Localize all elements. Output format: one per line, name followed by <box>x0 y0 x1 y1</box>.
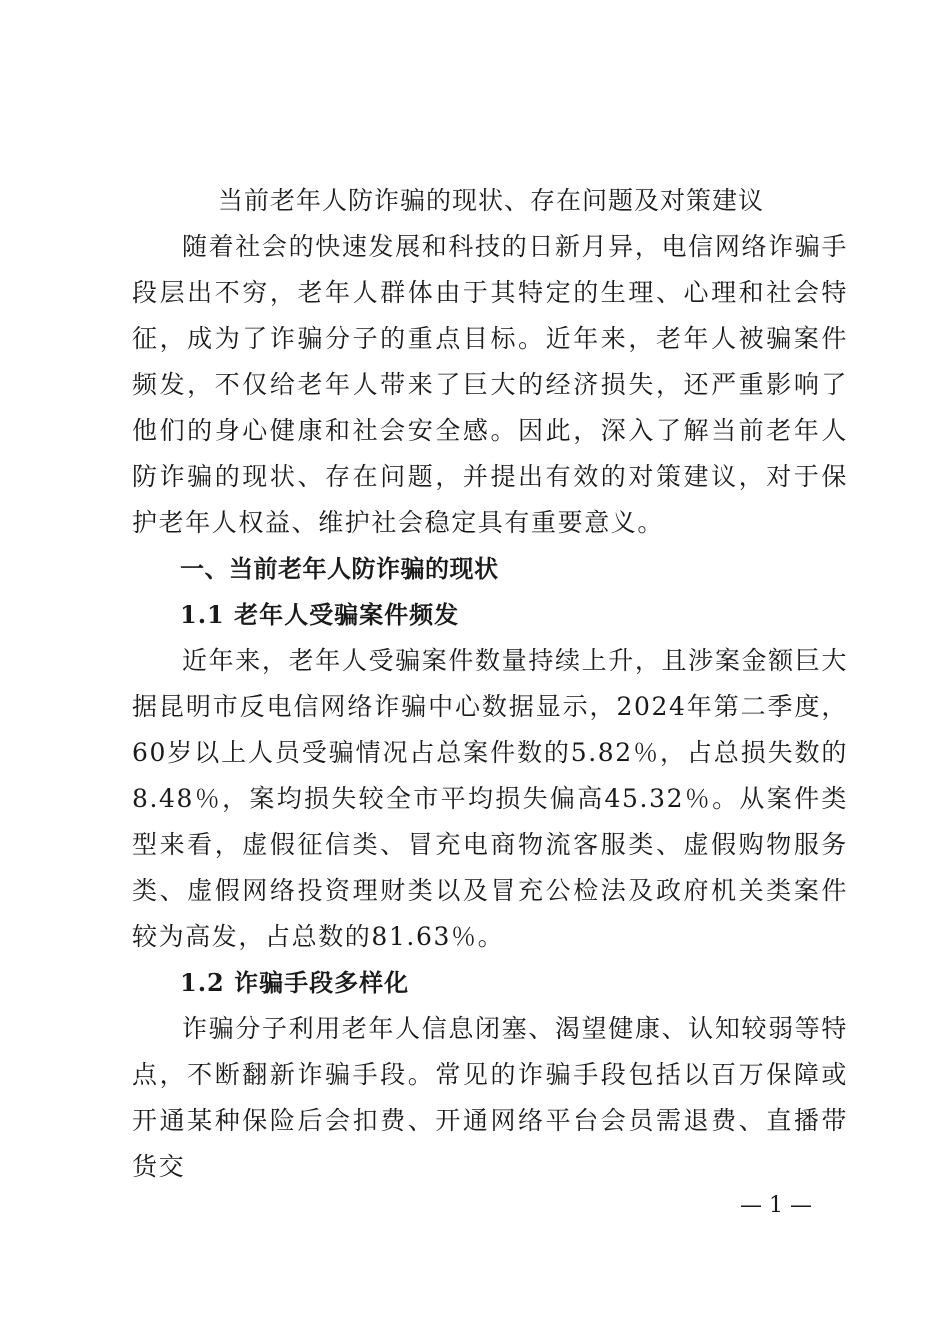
subsection-1-2-paragraph: 诈骗分子利用老年人信息闭塞、渴望健康、认知较弱等特点，不断翻新诈骗手段。常见的诈骗手段包括以百万保障或开通某种保险后会扣费、开通网络平台会员需退费、直播带货交 <box>132 1014 848 1181</box>
section-1-heading: 一、当前老年人防诈骗的现状 <box>180 555 499 583</box>
subsection-1-1-heading: 1.1 老年人受骗案件频发 <box>180 600 460 629</box>
document-body <box>132 178 848 1190</box>
intro-paragraph: 随着社会的快速发展和科技的日新月异，电信网络诈骗手段层出不穷，老年人群体由于其特定的生理、心理和社会特征，成为了诈骗分子的重点目标。近年来，老年人被骗案件频发，不仅给老年人带来了巨大的经济损失，还严重影响了他们的身心健康和社会安全感。因此，深入了解当前老年人防诈骗的现状、存在问题，并提出有效的对策建议，对于保护老年人权益、维护社会稳定具有重要意义。 <box>132 232 848 537</box>
document-title: 当前老年人防诈骗的现状、存在问题及对策建议 <box>218 186 765 215</box>
subsection-1-1-paragraph: 近年来，老年人受骗案件数量持续上升，且涉案金额巨大据昆明市反电信网络诈骗中心数据显示，2024年第二季度，60岁以上人员受骗情况占总案件数的5.82％，占总损失数的8.48％，案均损失较全市平均损失偏高45.32％。从案件类型来看，虚假征信类、冒充电商物流客服类、虚假购物服务类、虚假网络投资理财类以及冒充公检法及政府机关类案件较为高发，占总数的81.63％。 <box>132 646 848 951</box>
page-number: — 1 — <box>740 1193 812 1218</box>
subsection-1-2-heading: 1.2 诈骗手段多样化 <box>180 968 410 997</box>
